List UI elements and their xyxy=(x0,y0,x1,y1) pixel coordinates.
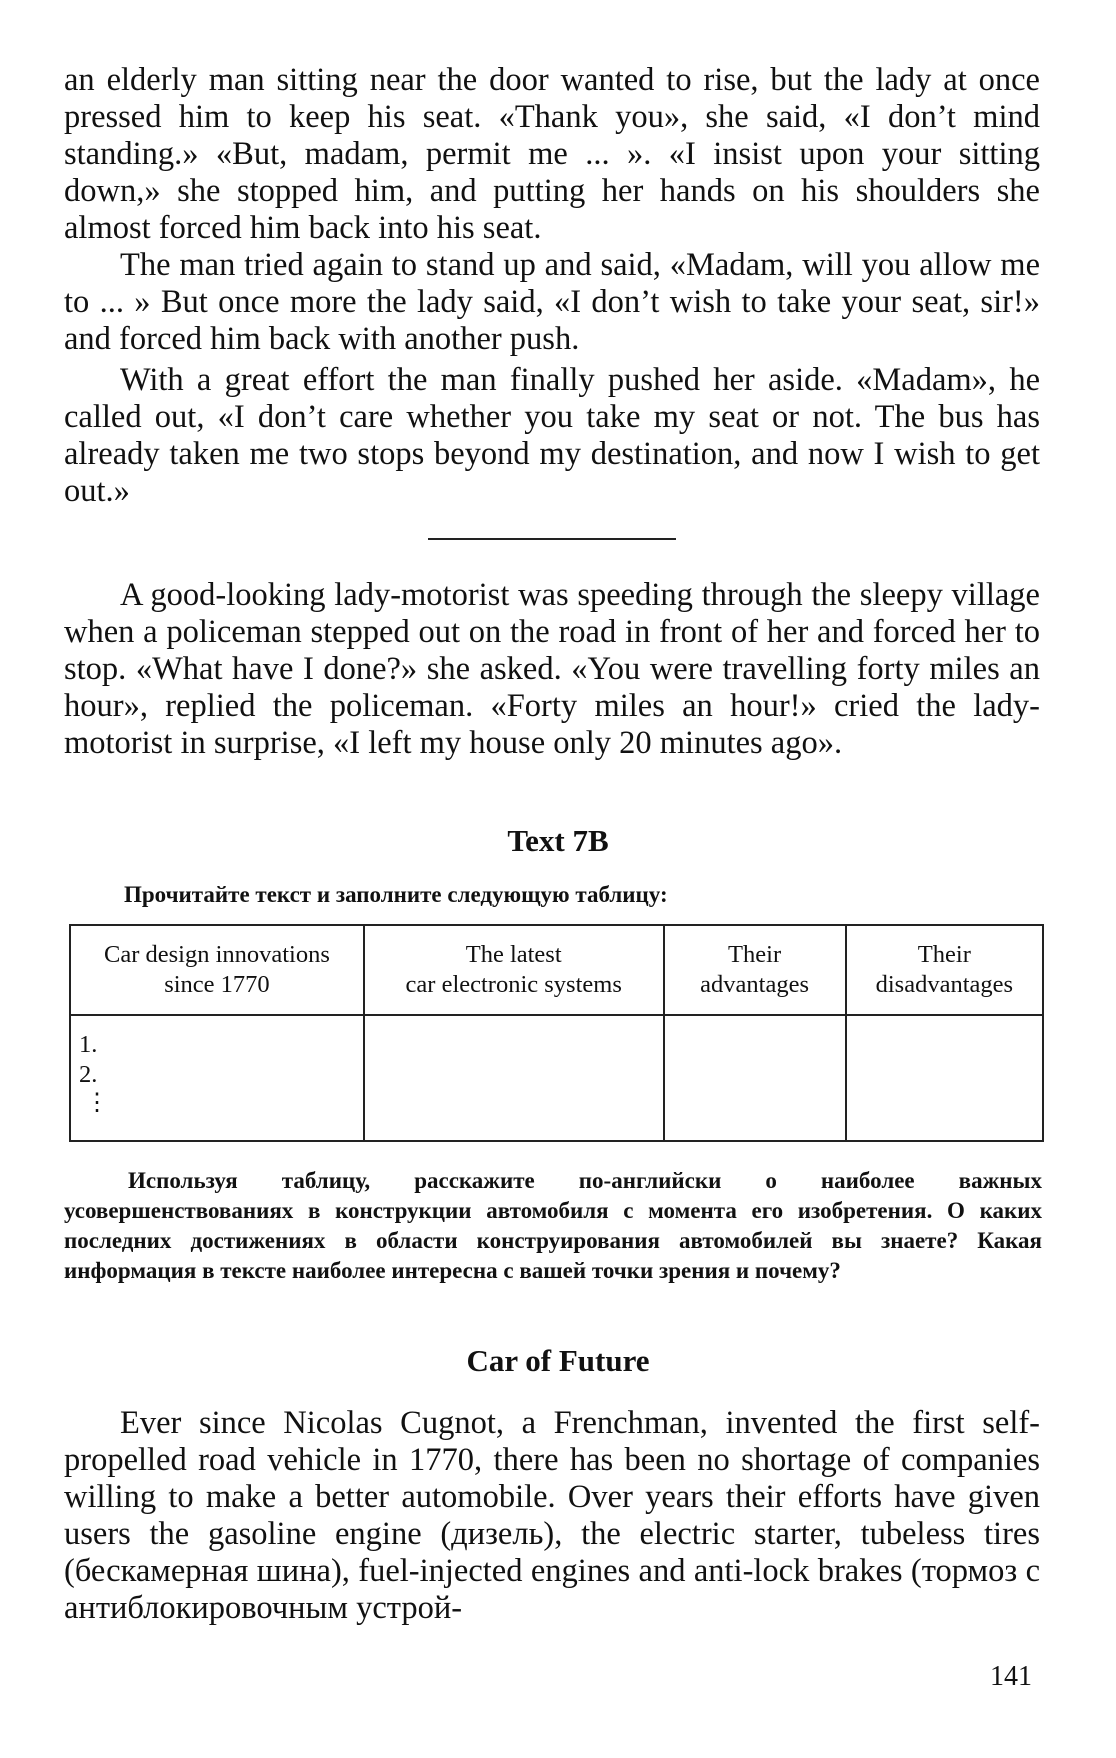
page-number: 141 xyxy=(990,1661,1032,1692)
header-line: The latest xyxy=(465,941,562,968)
table-instruction: Прочитайте текст и заполните следующую таблицу: xyxy=(124,882,668,907)
fill-in-table xyxy=(69,924,1044,1142)
column-header-innovations xyxy=(70,925,364,1015)
story-paragraph: The man tried again to stand up and said, «Madam, will you allow me to ... » But once more the lady said, «I don’t wish to take your seat, sir!» and forced him back with another push. xyxy=(64,247,1040,357)
story-paragraph: A good-looking lady-motorist was speeding through the sleepy village when a policeman stepped out on the road in front of her and forced her to stop. «What have I done?» she asked. «You were travelling forty miles an hour», replied the policeman. «Forty miles an hour!» cried the lady-motorist in surprise, «I left my house only 20 minutes ago». xyxy=(64,577,1040,761)
row-numbers xyxy=(71,1016,363,1090)
story-paragraph: With a great effort the man finally pushed her aside. «Madam», he called out, «I don’t care whether you take my seat or not. The bus has already taken me two stops beyond my destination, and now I wish to get out.» xyxy=(64,362,1040,509)
column-header-disadvantages xyxy=(846,925,1043,1015)
story-paragraph: an elderly man sitting near the door wanted to rise, but the lady at once pressed him to keep his seat. «Thank you», she said, «I don’t mind standing.» «But, madam, permit me ... ». «I insist upon your sitting down,» she stopped him, and putting her hands on his shoulders she almost forced him back into his seat. xyxy=(64,62,1040,246)
row-number: 2. xyxy=(79,1061,98,1088)
header-line: since 1770 xyxy=(164,971,270,998)
header-line: car electronic systems xyxy=(405,971,622,998)
table-cell-advantages xyxy=(664,1015,846,1141)
column-header-electronic-systems xyxy=(364,925,664,1015)
continuation-dots: ⋮ xyxy=(85,1090,109,1116)
table-cell-disadvantages xyxy=(846,1015,1043,1141)
header-line: Their xyxy=(917,941,971,968)
header-line: disadvantages xyxy=(875,971,1014,998)
table-row xyxy=(70,1015,1043,1141)
header-line: advantages xyxy=(700,971,809,998)
row-number: 1. xyxy=(79,1031,98,1058)
article-paragraph: Ever since Nicolas Cugnot, a Frenchman, invented the first self-propelled road vehicle in 1770, there has been no shortage of companies willing to make a better automobile. Over years their efforts have given users the gasoline engine (дизель), the electric starter, tubeless tires (бескамерная шина), fuel-injected engines and anti-lock brakes (тормоз с антиблокировочным устрой- xyxy=(64,1405,1040,1626)
table-header-row xyxy=(70,925,1043,1015)
discussion-task: Используя таблицу, расскажите по-английски о наиболее важных усовершенствованиях в конструкции автомобиля с момента его изобретения. О каких последних достижениях в области конструирования автомобилей вы знаете? Какая информация в тексте наиболее интересна с вашей точки зрения и почему? xyxy=(64,1168,1042,1283)
header-line: Car design innovations xyxy=(103,941,330,968)
header-line: Their xyxy=(728,941,782,968)
column-header-advantages xyxy=(664,925,846,1015)
section-title: Text 7B xyxy=(507,823,609,858)
table-cell-innovations xyxy=(70,1015,364,1141)
table-cell-electronic-systems xyxy=(364,1015,664,1141)
section-divider xyxy=(428,538,676,540)
article-title: Car of Future xyxy=(466,1343,650,1378)
